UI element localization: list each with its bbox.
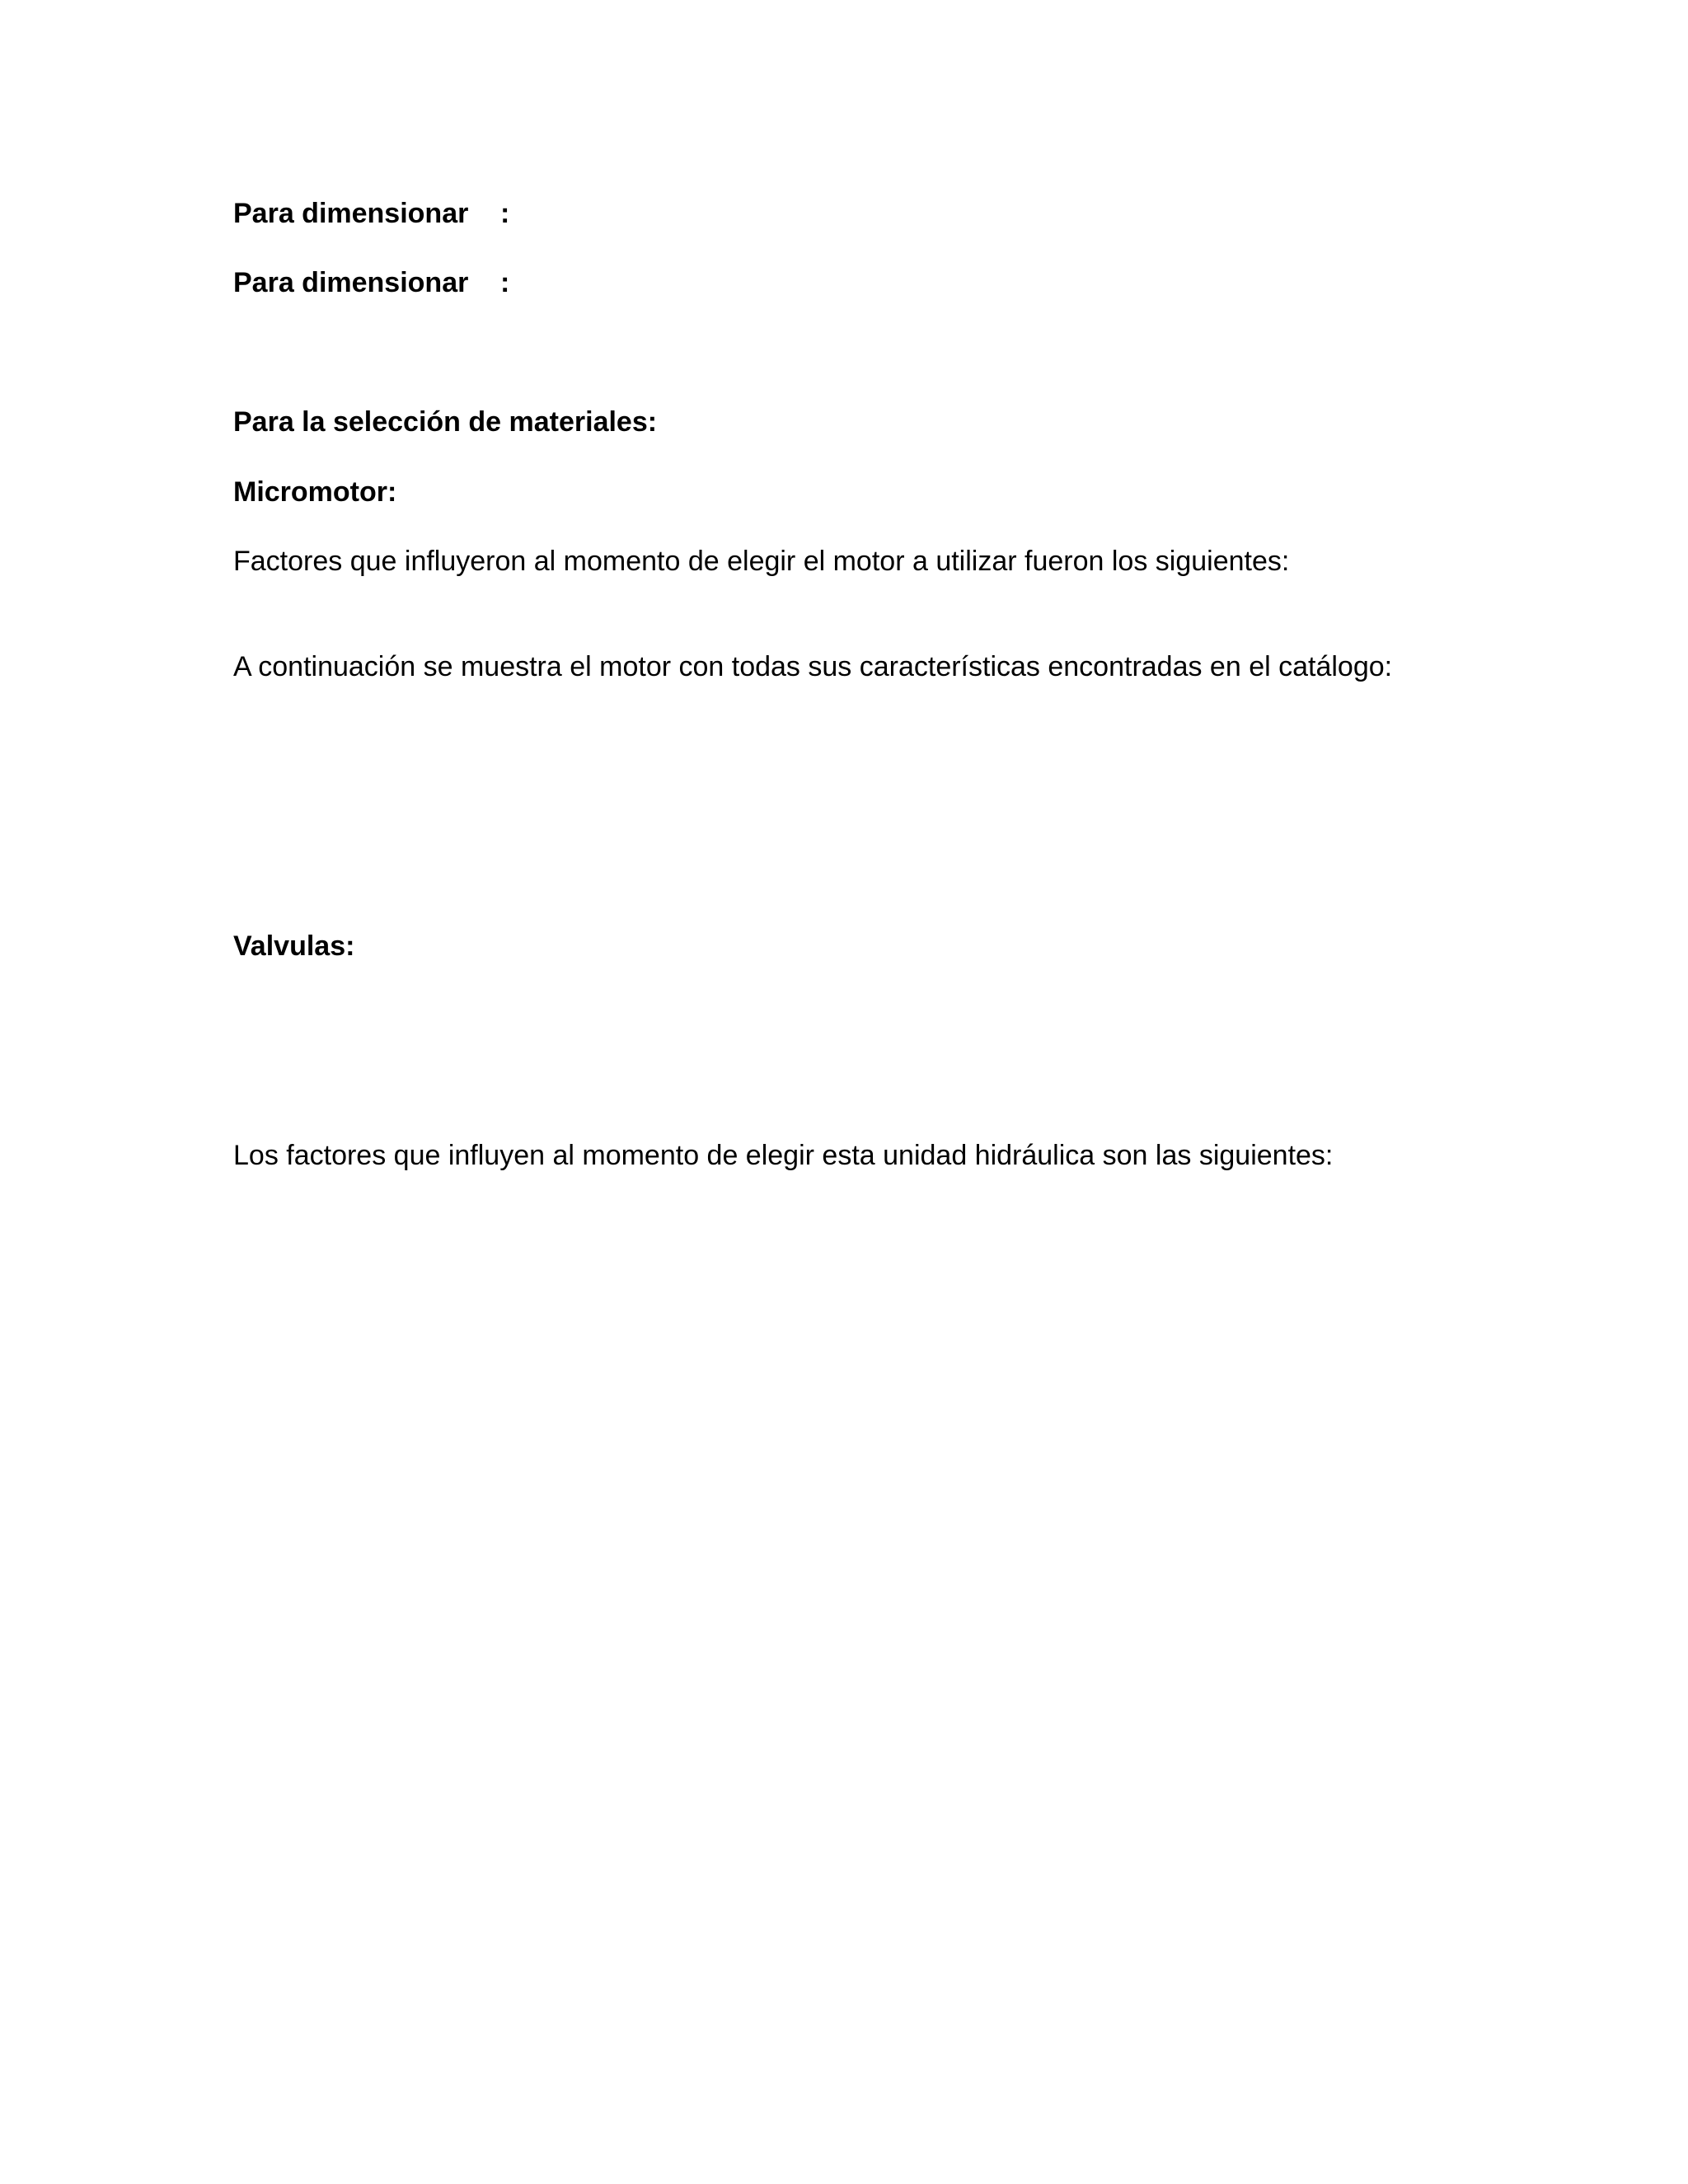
dimension-colon: : <box>500 267 510 298</box>
dimension-line-1 <box>233 195 510 232</box>
dimension-colon: : <box>500 198 510 229</box>
hydraulic-factors-paragraph: Los factores que influyen al momento de elegir esta unidad hidráulica son las siguientes: <box>233 1140 1334 1171</box>
motor-catalog-paragraph: A continuación se muestra el motor con todas sus características encontradas en el catálogo: <box>233 651 1393 682</box>
materials-heading: Para la selección de materiales: <box>233 406 658 438</box>
dimension-label: Para dimensionar <box>233 198 469 229</box>
micromotor-heading: Micromotor: <box>233 476 397 508</box>
valves-heading: Valvulas: <box>233 930 355 962</box>
dimension-line-2 <box>233 265 510 301</box>
motor-factors-paragraph: Factores que influyeron al momento de elegir el motor a utilizar fueron los siguientes: <box>233 546 1290 577</box>
dimension-label: Para dimensionar <box>233 267 469 298</box>
